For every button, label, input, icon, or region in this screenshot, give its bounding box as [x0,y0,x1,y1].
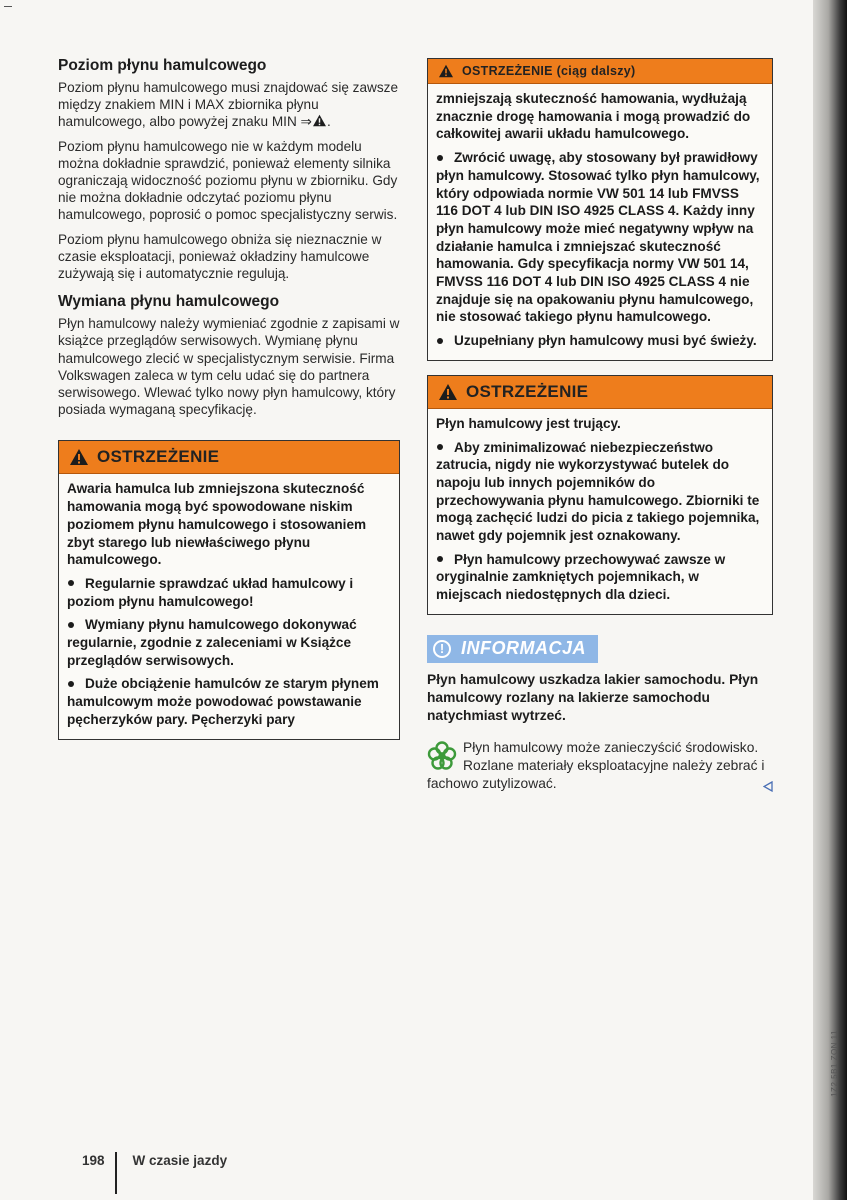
warning-box-continued [427,58,773,361]
warning-box [58,440,400,739]
warning-header [428,376,772,409]
warning-intro: zmniejszają skuteczność hamowania, wydłużają znacznie drogę hamowania i mogą prowadzić do całkowitej awarii układu hamulcowego. [436,91,751,142]
warning-bullet: Zwrócić uwagę, aby stosowany był prawidłowy płyn hamulcowy. Stosować tylko płyn hamulcowy, który odpowiada normie VW 501 14 lub FMVSS 116 DOT 4 lub DIN ISO 4925 CLASS 4. Każdy inny płyn hamulcowy może mieć negatywny wpływ na działanie hamulca i zmniejszać skuteczność hamowania. Gdy specyfikacja normy VW 501 14, FMVSS 116 DOT 4 lub DIN ISO 4925 CLASS 4 nie znajduje się na opakowaniu płynu hamulcowego, nie stosować takiego płynu hamulcowego. [436,150,760,325]
end-of-section-triangle-icon [763,781,773,792]
paragraph: Poziom płynu hamulcowego obniża się nieznacznie w czasie eksploatacji, ponieważ okładziny hamulcowe zużywają się i automatycznie regulują. [58,231,382,282]
info-label: INFORMACJA [461,638,586,659]
warning-intro: Płyn hamulcowy jest trujący. [436,415,621,431]
side-print-code: 1Z2 5B1 ZON 11 [830,1030,839,1097]
paragraph: Poziom płynu hamulcowego musi znajdować się zawsze między znakiem MIN i MAX zbiornika płynu hamulcowego, albo powyżej znaku MIN ⇒ . [58,80,399,130]
warning-header [428,59,772,84]
paragraph: Płyn hamulcowy należy wymieniać zgodnie z zapisami w książce przeglądów serwisowych. Wymianę płynu hamulcowego zlecić w specjalistycznym serwisie. Firma Volkswagen zaleca w tym celu udać się do partnera serwisowego. Wlewać tylko nowy płyn hamulcowy, który posiada wymaganą specyfikację. [58,316,400,418]
warning-bullet: Płyn hamulcowy przechowywać zawsze w oryginalnie zamkniętych pojemnikach, w miejscach niedostępnych dla dzieci. [436,551,726,603]
warning-intro: Awaria hamulca lub zmniejszona skuteczność hamowania mogą być spowodowane niskim poziomem płynu hamulcowego i stosowaniem zbyt starego lub niewłaściwego płynu hamulcowego. [67,481,367,568]
corner-mark [4,6,12,7]
page-footer [82,1152,227,1194]
section-heading-brake-fluid-change: Wymiana płynu hamulcowego [58,293,280,311]
warning-bullet: Uzupełniany płyn hamulcowy musi być świeży. [436,332,764,350]
info-circle-icon: ! [433,640,451,658]
environment-note [427,739,773,793]
warning-box-poison [427,375,773,615]
environment-flower-icon [427,741,457,773]
warning-triangle-icon [438,383,458,401]
warning-triangle-icon [312,114,327,127]
left-column [58,56,400,754]
footer-divider [115,1152,117,1194]
warning-header [59,441,399,474]
warning-body [428,409,772,614]
warning-label: OSTRZEŻENIE (ciąg dalszy) [462,64,636,78]
warning-label: OSTRZEŻENIE [466,381,589,401]
warning-bullet: Wymiany płynu hamulcowego dokonywać regularnie, zgodnie z zaleceniami w Książce przeglądów serwisowych. [67,617,357,668]
paragraph: Poziom płynu hamulcowego nie w każdym modelu można dokładnie sprawdzić, ponieważ elementy silnika ograniczają widoczność poziomu płynu w zbiorniku. Gdy nie można dokładnie odczytać poziomu płynu hamulcowego, poprosić o pomoc specjalistyczny serwis. [58,138,398,223]
warning-body [428,84,772,360]
warning-triangle-icon [438,64,454,78]
page-number: 198 [82,1153,105,1168]
section-heading-brake-fluid-level: Poziom płynu hamulcowego [58,57,267,74]
warning-triangle-icon [69,448,89,466]
environment-text: Płyn hamulcowy może zanieczyścić środowisko. Rozlane materiały eksploatacyjne należy zebrać i fachowo zutylizować. [427,739,765,791]
warning-bullet: Aby zminimalizować niebezpieczeństwo zatrucia, nigdy nie wykorzystywać butelek do napoju lub innych pojemników do przechowywania płynu hamulcowego. Zbiorniki te mogą zachęcić ludzi do picia z takiego pojemnika, nawet gdy pojemnik jest oznakowany. [436,439,760,544]
right-column [427,58,773,793]
warning-bullet: Regularnie sprawdzać układ hamulcowy i poziom płynu hamulcowego! [67,575,354,609]
chapter-title: W czasie jazdy [132,1153,228,1168]
warning-label: OSTRZEŻENIE [97,447,220,467]
info-text: Płyn hamulcowy uszkadza lakier samochodu. Płyn hamulcowy rozlany na lakierze samochodu natychmiast wytrzeć. [427,671,759,723]
warning-bullet: Duże obciążenie hamulców ze starym płynem hamulcowym może powodować powstawanie pęcherzyków pary. Pęcherzyki pary [67,676,379,727]
page-binding-shadow [813,0,847,1200]
warning-body [59,474,399,738]
info-header [427,635,598,663]
